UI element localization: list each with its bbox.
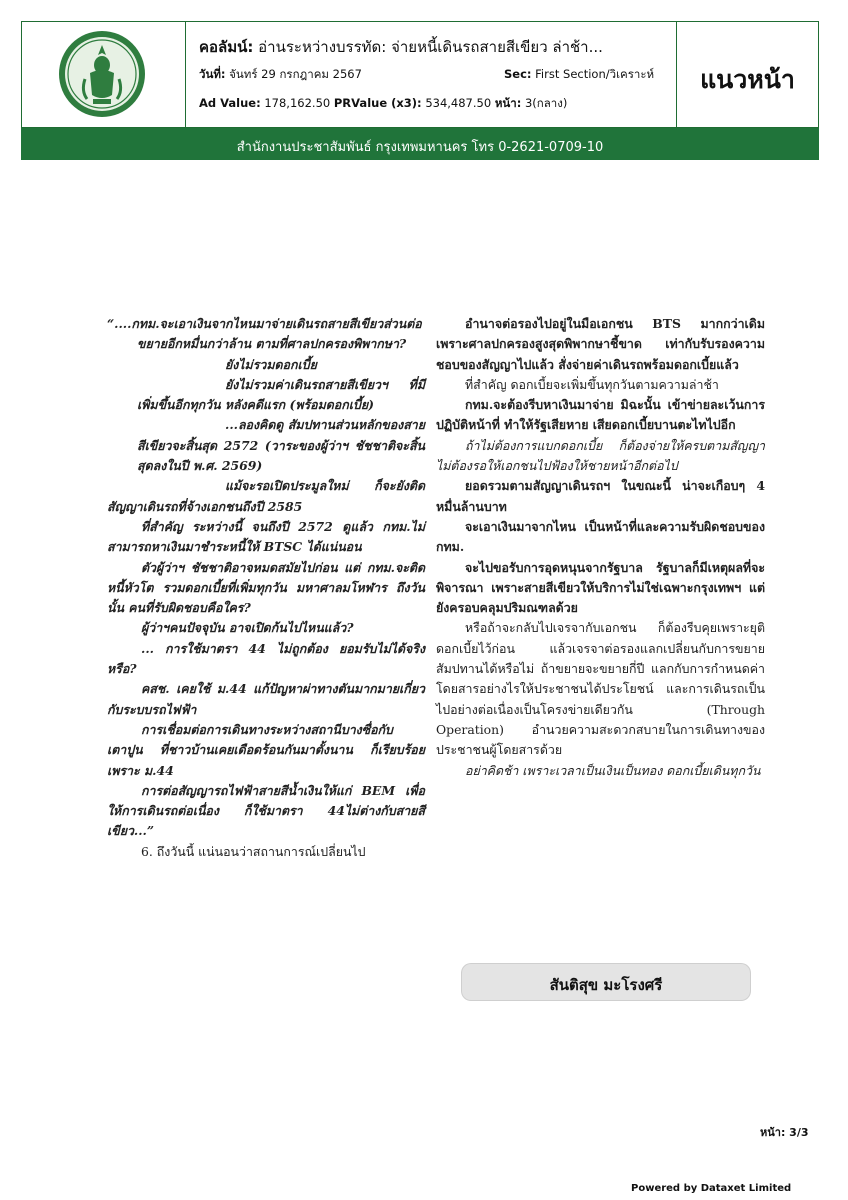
- publication-cell: [677, 22, 818, 127]
- paragraph: ตัวผู้ว่าฯ ชัชชาติอาจหมดสมัยไปก่อน แต่ กทม.จะติดหนี้หัวโต รวมดอกเบี้ยที่เพิ่มทุกวัน มหาศาลมโหฬาร ถึงวันนั้น คนที่รับผิดชอบคือใคร?: [107, 559, 425, 616]
- logo-cell: [22, 22, 186, 127]
- bangkok-seal-icon: [57, 29, 147, 119]
- ad-value: 178,162.50: [264, 96, 331, 110]
- paragraph: ...ลองคิดดู สัมปทานส่วนหลักของสายสีเขียวจะสิ้นสุด 2572 (วาระของผู้ว่าฯ ชัชชาติจะสิ้นสุดลงในปี พ.ศ. 2569): [137, 417, 425, 474]
- ad-label: Ad Value:: [199, 96, 261, 110]
- paragraph: ยังไม่รวมดอกเบี้ย: [225, 356, 317, 372]
- paragraph: “....กทม.จะเอาเงินจากไหนมาจ่ายเดินรถสายสีเขียวส่วนต่อขยายอีกหมื่นกว่าล้าน ตามที่ศาลปกครองพิพากษา?: [107, 316, 422, 352]
- powered-by: Powered by Dataxet Limited: [631, 1183, 792, 1194]
- paragraph: ยอดรวมตามสัญญาเดินรถฯ ในขณะนี้ น่าจะเกือบๆ 4 หมื่นล้านบาท: [436, 478, 765, 514]
- sec-label: Sec:: [504, 67, 532, 81]
- paragraph: กทม.จะต้องรีบหาเงินมาจ่าย มิฉะนั้น เข้าข่ายละเว้นการปฏิบัติหน้าที่ ทำให้รัฐเสียหาย เสียดอกเบี้ยบานตะไทไปอีก: [436, 397, 765, 433]
- paragraph: จะไปขอรับการอุดหนุนจากรัฐบาล รัฐบาลก็มีเหตุผลที่จะพิจารณา เพราะสายสีเขียวให้บริการไม่ใช่เฉพาะกรุงเทพฯ แต่ยังครอบคลุมปริมณฑลด้วย: [436, 559, 765, 616]
- article-right-column: [436, 314, 765, 781]
- value-row: [199, 95, 567, 113]
- sec-value: First Section/วิเคราะห์: [535, 67, 655, 81]
- column-label: คอลัมน์:: [199, 38, 254, 56]
- date-value: จันทร์ 29 กรกฎาคม 2567: [229, 67, 362, 81]
- clipping-header: [21, 21, 819, 128]
- column-row: [199, 35, 603, 59]
- section-row: [504, 66, 654, 84]
- paragraph: ถ้าไม่ต้องการแบกดอกเบี้ย ก็ต้องจ่ายให้ครบตามสัญญา ไม่ต้องรอให้เอกชนไปฟ้องให้ชายหน้าอีกต่อไป: [436, 437, 765, 474]
- paragraph: การต่อสัญญารถไฟฟ้าสายสีน้ำเงินให้แก่ BEM เพื่อให้การเดินรถต่อเนื่อง ก็ใช้มาตรา 44ไม่ต่างกับสายสีเขียว...”: [107, 782, 425, 839]
- paragraph: ผู้ว่าฯคนปัจจุบัน อาจเปิดก้นไปไหนแล้ว?: [141, 620, 354, 636]
- paragraph: ที่สำคัญ ระหว่างนี้ จนถึงปี 2572 ดูแล้ว กทม.ไม่สามารถหาเงินมาชำระหนี้ให้ BTSC ได้แน่นอน: [107, 518, 425, 555]
- paragraph: แม้จะรอเปิดประมูลใหม่ ก็จะยังติดสัญญาเดินรถที่จ้างเอกชนถึงปี 2585: [107, 478, 425, 514]
- office-bar: [21, 128, 819, 160]
- prvalue-value: 534,487.50: [425, 96, 492, 110]
- paragraph: ... การใช้มาตรา 44 ไม่ถูกต้อง ยอมรับไม่ได้จริงหรือ?: [107, 640, 425, 677]
- office-line: สำนักงานประชาสัมพันธ์ กรุงเทพมหานคร โทร 0-2621-0709-10: [236, 140, 604, 155]
- prvalue-label: PRValue (x3):: [333, 96, 422, 110]
- meta-cell: [186, 22, 677, 127]
- paragraph: อย่าคิดช้า เพราะเวลาเป็นเงินเป็นทอง ดอกเบี้ยเดินทุกวัน: [465, 762, 761, 778]
- date-row: [199, 66, 362, 84]
- column-value: อ่านระหว่างบรรทัด: จ่ายหนี้เดินรถสายสีเขียว ล่าช้า...: [258, 38, 603, 56]
- paragraph: การเชื่อมต่อการเดินทางระหว่างสถานีบางซื่อกับเตาปูน ที่ชาวบ้านเคยเดือดร้อนกันมาตั้งนาน ก็เรียบร้อยเพราะ ม.44: [107, 721, 425, 778]
- paragraph: ที่สำคัญ ดอกเบี้ยจะเพิ่มขึ้นทุกวันตามความล่าช้า: [465, 376, 719, 392]
- paragraph: ยังไม่รวมค่าเดินรถสายสีเขียวฯ ที่มีเพิ่มขึ้นอีกทุกวัน หลังคดีแรก (พร้อมดอกเบี้ย): [137, 376, 425, 413]
- author-name: สันติสุข มะโรงศรี: [549, 976, 663, 994]
- paragraph: คสช. เคยใช้ ม.44 แก้ปัญหาผ่าทางตันมากมายเกี่ยวกับระบบรถไฟฟ้า: [107, 681, 425, 717]
- page-label: หน้า:: [494, 96, 522, 110]
- page-number: หน้า: 3/3: [760, 1126, 809, 1139]
- publication-name: แนวหน้า: [700, 65, 795, 94]
- date-label: วันที่:: [199, 67, 226, 81]
- paragraph: อำนาจต่อรองไปอยู่ในมือเอกชน BTS มากกว่าเดิม เพราะศาลปกครองสูงสุดพิพากษาชี้ขาด เท่ากับรับรองความชอบของสัญญาไปแล้ว สั่งจ่ายค่าเดินรถพร้อมดอกเบี้ยแล้ว: [436, 316, 765, 372]
- paragraph: หรือถ้าจะกลับไปเจรจากับเอกชน ก็ต้องรีบคุยเพราะยุติดอกเบี้ยไว้ก่อน แล้วเจรจาต่อรองแลกเปลี่ยนกับการขยายสัมปทานได้หรือไม่ ถ้าขยายจะขยายกี่ปี แลกกับการกำหนดค่าโดยสารอย่างไรให้ประชาชนได้ประโยชน์ และการเดินรถเป็นไปอย่างต่อเนื่องเป็นโครงข่ายเดียวกัน (Through Operation) อำนวยความสะดวกสบายในการเดินทางของประชาชนผู้โดยสารด้วย: [436, 620, 765, 758]
- article-left-column: [107, 314, 425, 862]
- paragraph: จะเอาเงินมาจากไหน เป็นหน้าที่และความรับผิดชอบของ กทม.: [436, 518, 765, 555]
- author-box: [462, 964, 750, 1000]
- paragraph: 6. ถึงวันนี้ แน่นอนว่าสถานการณ์เปลี่ยนไป: [141, 843, 366, 859]
- page-value: 3(กลาง): [524, 96, 568, 110]
